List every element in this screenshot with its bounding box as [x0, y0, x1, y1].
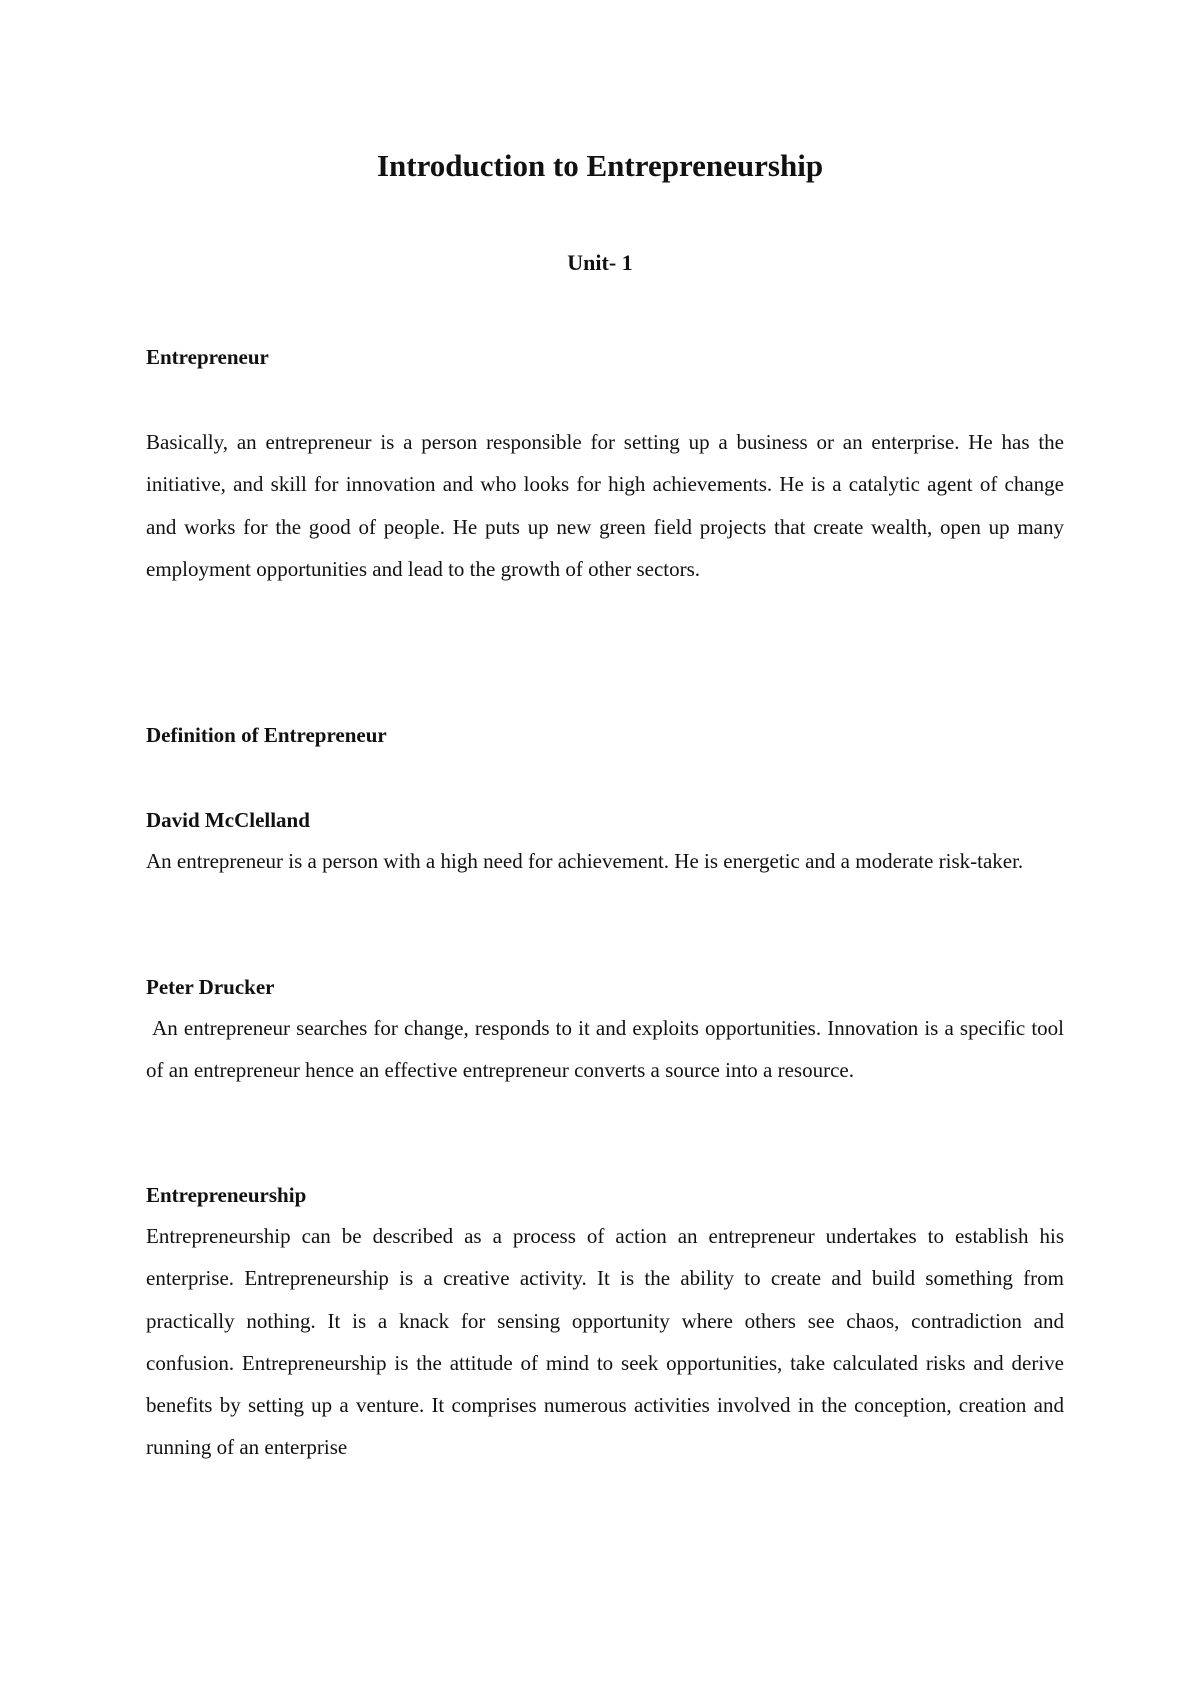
paragraph-mcclelland: An entrepreneur is a person with a high need for achievement. He is energetic and a moderate risk-taker.	[146, 849, 1024, 873]
paragraph-drucker: An entrepreneur searches for change, responds to it and exploits opportunities. Innovation is a specific tool of an entrepreneur hence an effective entrepreneur converts a source into a resource.	[146, 1016, 1070, 1083]
page-title: Introduction to Entrepreneurship	[376, 148, 824, 183]
subheading-david-mcclelland: David McClelland	[146, 808, 310, 832]
unit-heading: Unit- 1	[567, 250, 633, 275]
section-heading-entrepreneurship: Entrepreneurship	[146, 1183, 307, 1207]
subheading-peter-drucker: Peter Drucker	[146, 975, 275, 999]
section-heading-definition: Definition of Entrepreneur	[146, 723, 387, 747]
section-heading-entrepreneur: Entrepreneur	[146, 345, 269, 369]
paragraph-entrepreneur: Basically, an entrepreneur is a person responsible for setting up a business or an enterprise. He has the initiative, and skill for innovation and who looks for high achievements. He is a catalytic agent of change and works for the good of people. He puts up new green field projects that create wealth, open up many employment opportunities and lead to the growth of other sectors.	[146, 430, 1064, 581]
paragraph-entrepreneurship: Entrepreneurship can be described as a process of action an entrepreneur undertakes to establish his enterprise. Entrepreneurship is a creative activity. It is the ability to create and build something from practically nothing. It is a knack for sensing opportunity where others see chaos, contradiction and confusion. Entrepreneurship is the attitude of mind to seek opportunities, take calculated risks and derive benefits by setting up a venture. It comprises numerous activities involved in the conception, creation and running of an enterprise	[146, 1224, 1064, 1460]
